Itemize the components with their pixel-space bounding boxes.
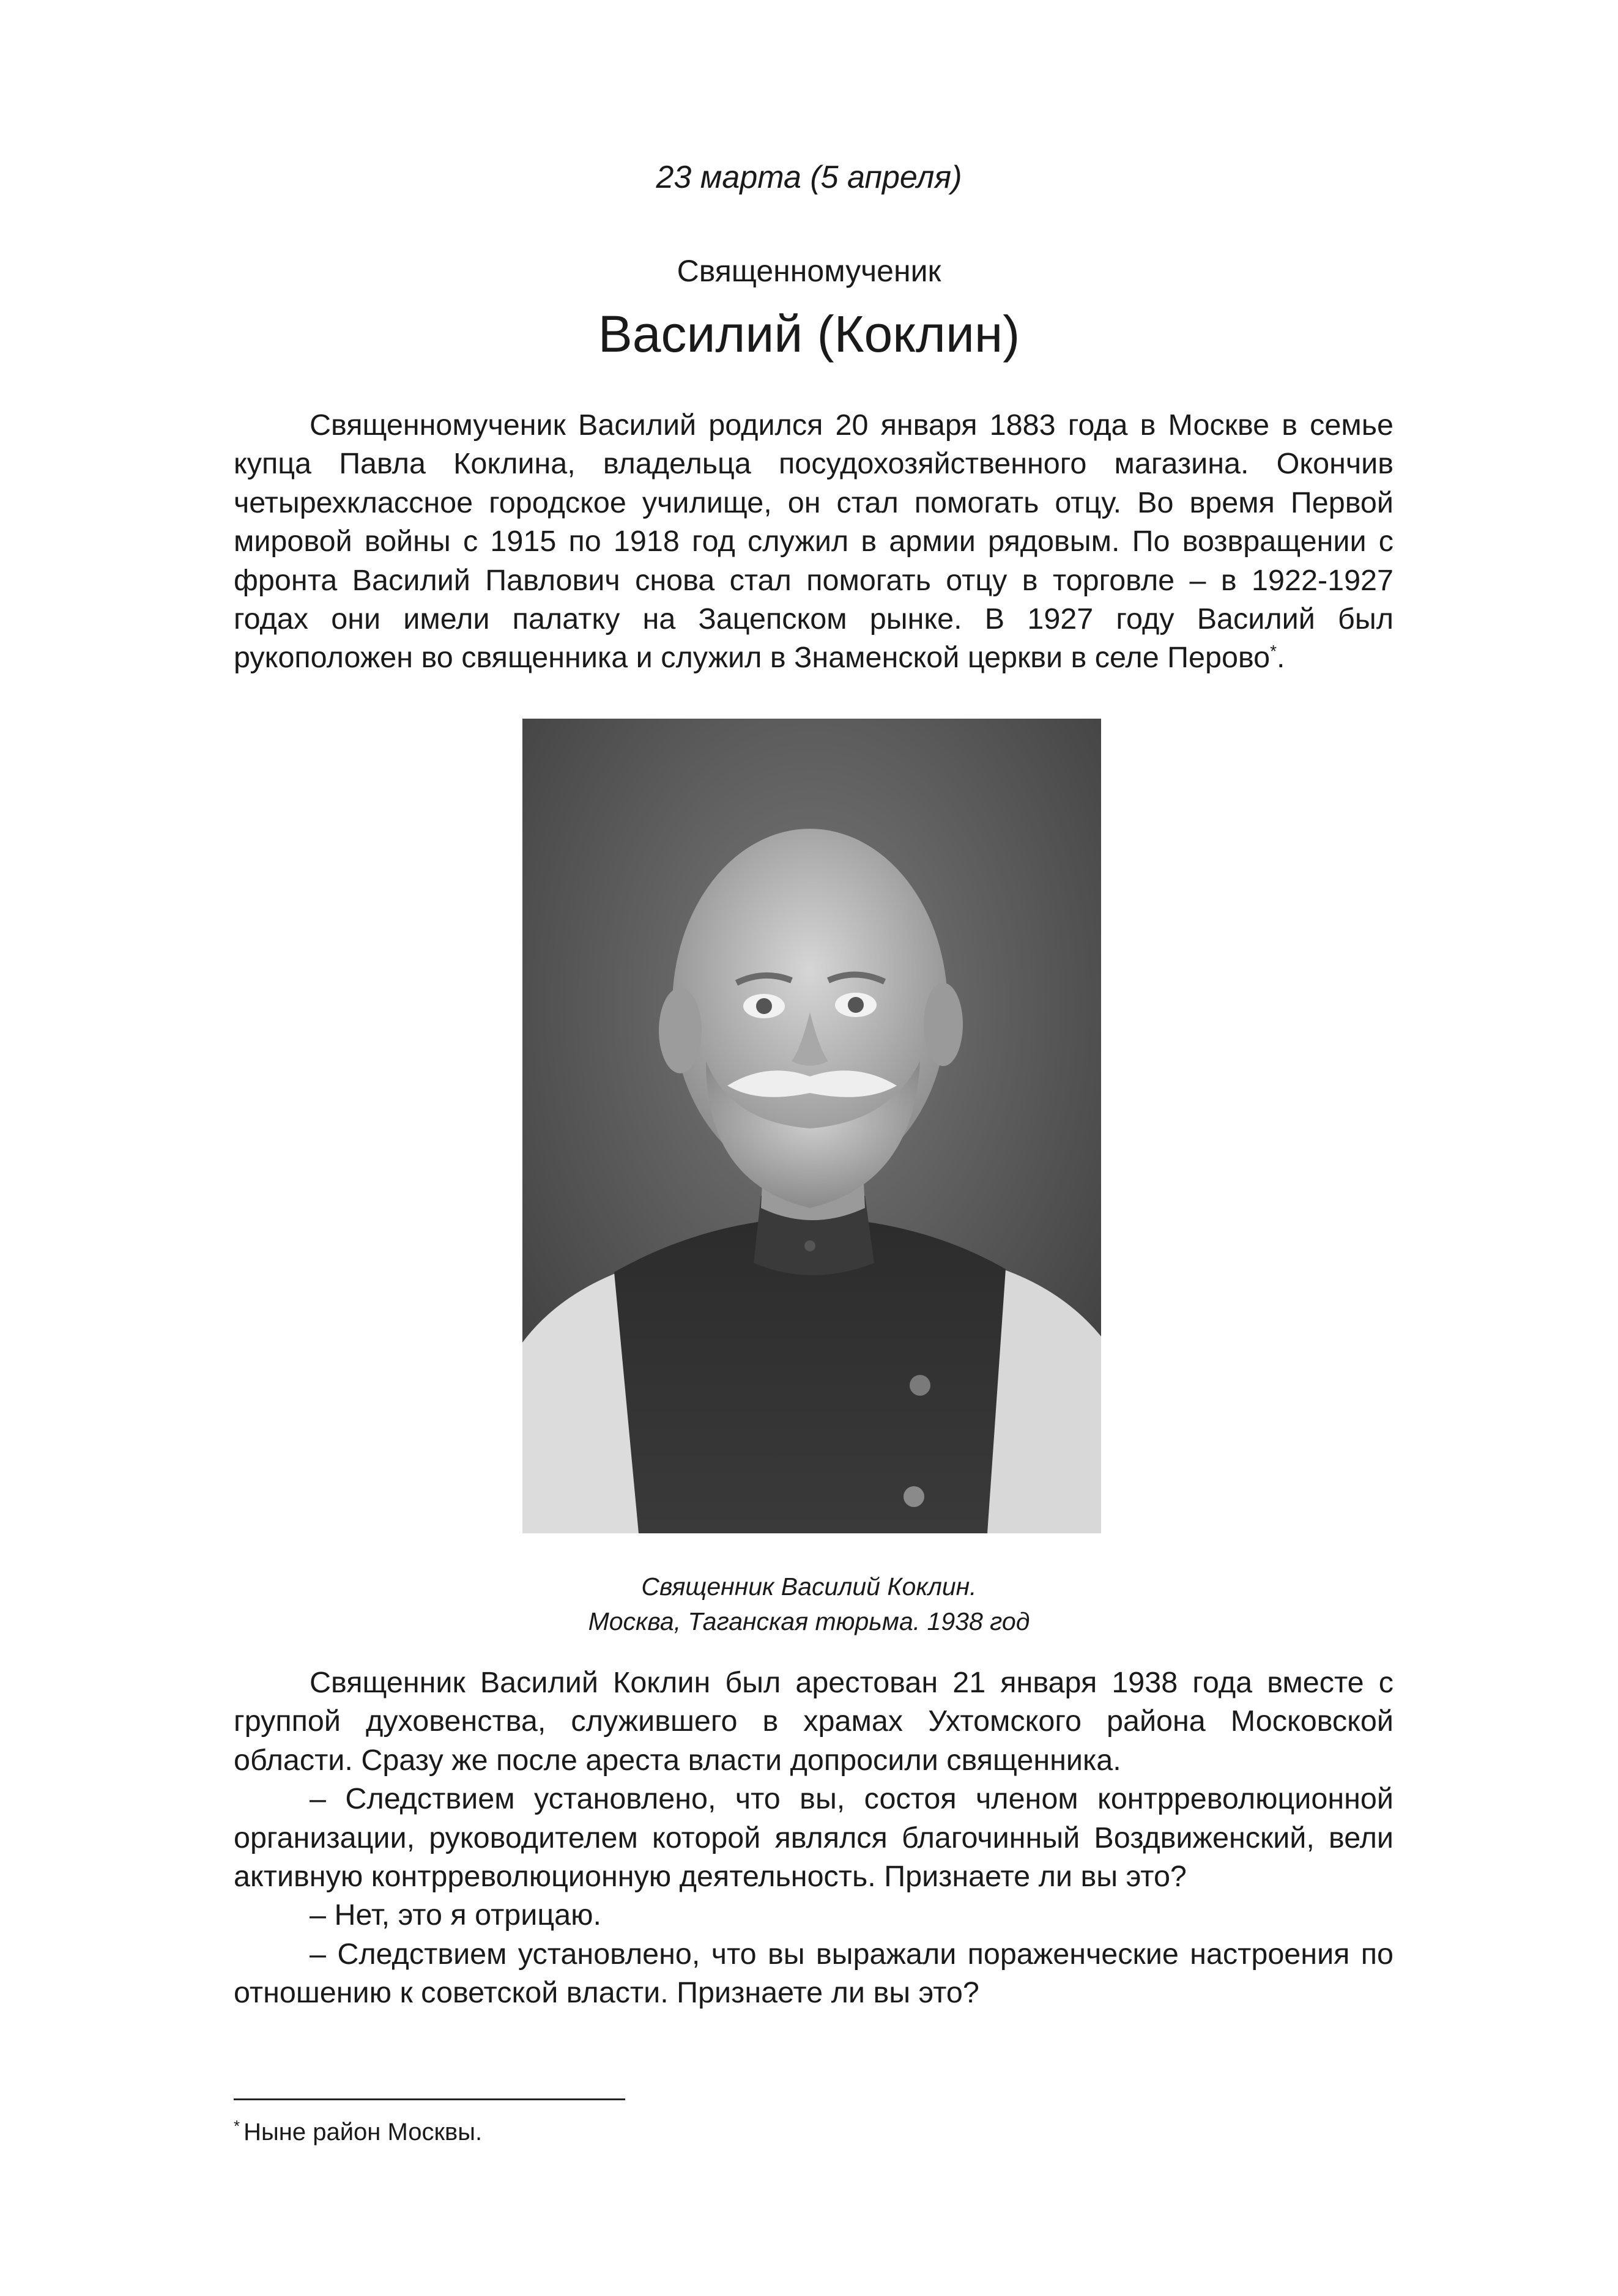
body-paragraph: – Нет, это я отрицаю.: [310, 1898, 601, 1932]
photo-caption: [0, 1569, 1618, 1639]
footnote: [234, 2114, 482, 2150]
caption-line-1: Священник Василий Коклин.: [641, 1572, 977, 1601]
body-paragraph: – Следствием установлено, что вы, состоя членом контрреволюционной организации, руководителем которой являлся благочинный Воздвиженский, вели активную контрреволюционную деятельность. Признаете ли вы это?: [234, 1782, 1393, 1894]
intro-paragraph: [234, 406, 1393, 678]
footnote-divider: [234, 2098, 625, 2100]
footnote-text: Ныне район Москвы.: [243, 2119, 483, 2146]
body-paragraph: Священник Василий Коклин был арестован 21 января 1938 года вместе с группой духовенства, служившего в храмах Ухтомского района Московской области. Сразу же после ареста власти допросили священника.: [234, 1666, 1393, 1777]
intro-text: Священномученик Василий родился 20 января 1883 года в Москве в семье купца Павла Коклина, владельца посудохозяйственного магазина. Окончив четырехклассное городское училище, он стал помогать отцу. Во время Первой мировой войны с 1915 по 1918 год служил в армии рядовым. По возвращении с фронта Василий Павлович снова стал помогать отцу в торговле – в 1922-1927 годах они имели палатку на Зацепском рынке. В 1927 году Василий был рукоположен во священника и служил в Знаменской церкви в селе Перово: [234, 409, 1393, 675]
caption-line-2: Москва, Таганская тюрьма. 1938 год: [588, 1607, 1030, 1635]
intro-end: .: [1277, 641, 1285, 675]
feast-date: 23 марта (5 апреля): [656, 160, 962, 195]
body-paragraph: – Следствием установлено, что вы выражали пораженческие настроения по отношению к советской власти. Признаете ли вы это?: [234, 1937, 1393, 2010]
footnote-marker: *: [1270, 642, 1277, 661]
body-text: [234, 1664, 1393, 2013]
footnote-marker: *: [234, 2116, 240, 2135]
portrait-photo: [522, 719, 1101, 1533]
saint-rank: Священномученик: [677, 254, 941, 288]
saint-name: Василий (Коклин): [598, 305, 1020, 363]
